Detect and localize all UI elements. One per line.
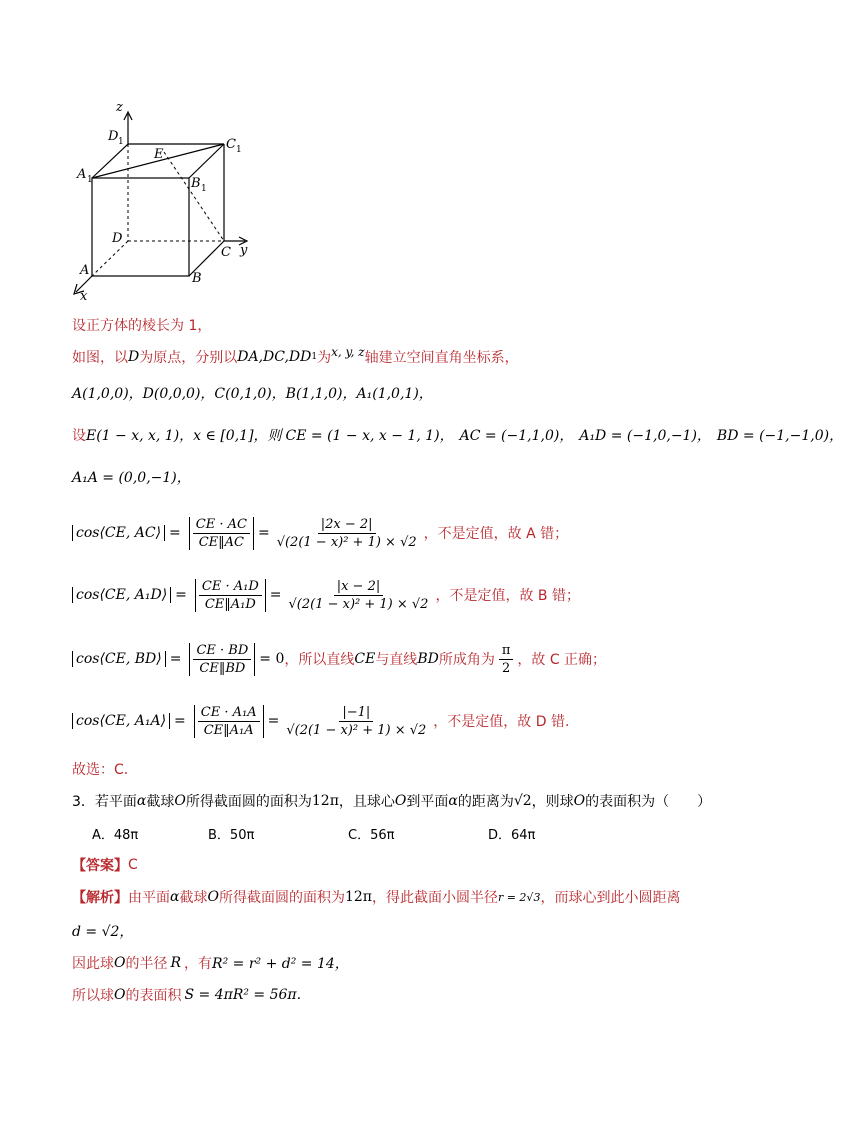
solution-line-4: 设 E(1 − x, x, 1)，x ∈ [0,1]，则 CE = (1 − x, x − 1, 1)， AC = (−1,1,0)， A₁D = (−1,0,−1)， BD = (−1,−1,0)， [72, 428, 843, 444]
analysis-line-3: 因此球 O 的半径 R ，有 R² = r² + d² = 14， [72, 955, 349, 972]
cube-figure [60, 96, 270, 306]
analysis-line-1: 【解析】 由平面 α 截球 O 所得截面圆的面积为 12π ，得此截面小圆半径 r = 2√3 ，而球心到此小圆距离 [72, 889, 681, 906]
label-a1: A [77, 167, 87, 182]
svg-text:1: 1 [118, 137, 124, 147]
solution-line-1: 设正方体的棱长为 1， [72, 318, 212, 334]
solution-line-5: A₁A = (0,0,−1)， [72, 470, 191, 486]
solution-choice: 故选：C. [72, 762, 129, 778]
analysis-line-2: d = √2， [72, 924, 134, 940]
label-d1: D [108, 129, 119, 144]
label-e: E [154, 147, 164, 162]
solution-points: A(1,0,0)，D(0,0,0)，C(0,1,0)，B(1,1,0)，A₁(1,0,1)， [72, 386, 433, 402]
solution-line-2: 如图，以 D 为原点，分别以 DA,DC,DD 1 为 x, y, z 轴建立空间直角坐标系， [72, 345, 519, 366]
label-x: x [80, 289, 88, 304]
option-b: B．50π [208, 828, 255, 843]
label-a: A [80, 263, 90, 278]
label-z: z [116, 100, 123, 115]
label-b: B [192, 271, 202, 286]
option-a: A．48π [92, 828, 139, 843]
question-3-stem: 3．若平面 α 截球 O 所得截面圆的面积为 12π ，且球心 O 到平面 α 的距离为 √2 ，则球 O 的表面积为（ ） [72, 793, 712, 810]
svg-text:1: 1 [236, 145, 242, 155]
label-y: y [240, 243, 248, 258]
option-d: D．64π [488, 828, 536, 843]
analysis-line-4: 所以球 O 的表面积 S = 4πR² = 56π. [72, 987, 302, 1004]
svg-text:1: 1 [87, 175, 93, 185]
label-c: C [221, 245, 231, 260]
label-c1: C [226, 137, 236, 152]
equation-1: cos⟨CE, AC⟩ = $\frac{CE \cdot AC}{CE‖AC}$ = $\frac{|2x - 2|}{\text{√(2(1 − x)² + 1) × √2}}$ ，不是定值，故 A 错； [72, 508, 568, 558]
equation-2: cos⟨CE, A₁D⟩ = $\frac{\text{CE · A₁D}}{\text{CE‖A₁D}}$ = $\frac{|x - 2|}{\text{√(2(1 − x)² + 1) × √2}}$ ，不是定值，故 B 错； [72, 570, 580, 620]
equation-4: cos⟨CE, A₁A⟩ = $\frac{\text{CE · A₁A}}{\text{CE‖A₁A}}$ = $\frac{|-1|}{\text{√(2(1 − x)² + 1) × √2}}$ ，不是定值，故 D 错. [72, 696, 569, 746]
option-c: C．56π [348, 828, 395, 843]
label-d: D [112, 231, 123, 246]
equation-3: cos⟨CE, BD⟩ = $\frac{CE \cdot BD}{CE‖BD}$ = 0 ，所以直线 CE 与直线 BD 所成角为 $\frac{\pi}{2}$ ，故 C 正确； [72, 634, 606, 684]
label-b1: B [191, 176, 201, 191]
svg-text:1: 1 [201, 184, 207, 194]
answer-line: 【答案】 C [72, 857, 138, 874]
